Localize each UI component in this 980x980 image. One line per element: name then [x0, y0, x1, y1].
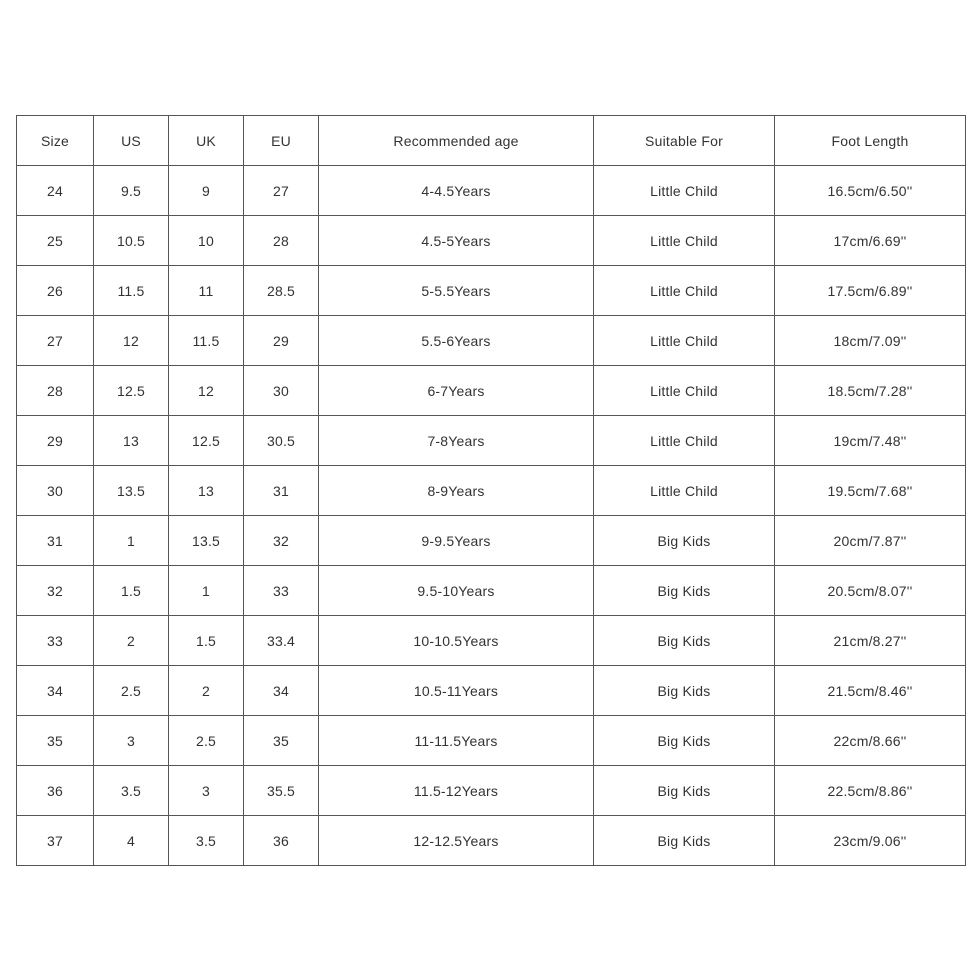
cell-recommended-age: 11-11.5Years [319, 716, 594, 766]
cell-us: 3 [94, 716, 169, 766]
cell-size: 34 [17, 666, 94, 716]
table-row [17, 516, 966, 566]
table-row [17, 666, 966, 716]
cell-uk: 13.5 [169, 516, 244, 566]
cell-foot-length: 20.5cm/8.07'' [775, 566, 966, 616]
table-row [17, 816, 966, 866]
cell-suitable-for: Big Kids [594, 816, 775, 866]
cell-uk: 12.5 [169, 416, 244, 466]
cell-foot-length: 19cm/7.48'' [775, 416, 966, 466]
size-chart-table [16, 115, 966, 866]
cell-us: 3.5 [94, 766, 169, 816]
cell-suitable-for: Little Child [594, 366, 775, 416]
cell-suitable-for: Big Kids [594, 766, 775, 816]
cell-foot-length: 19.5cm/7.68'' [775, 466, 966, 516]
cell-recommended-age: 7-8Years [319, 416, 594, 466]
cell-size: 24 [17, 166, 94, 216]
cell-size: 27 [17, 316, 94, 366]
cell-size: 26 [17, 266, 94, 316]
header-uk: UK [169, 116, 244, 166]
table-row [17, 216, 966, 266]
cell-foot-length: 18.5cm/7.28'' [775, 366, 966, 416]
cell-foot-length: 23cm/9.06'' [775, 816, 966, 866]
cell-foot-length: 22cm/8.66'' [775, 716, 966, 766]
header-us: US [94, 116, 169, 166]
cell-suitable-for: Big Kids [594, 566, 775, 616]
header-row [17, 116, 966, 166]
cell-suitable-for: Big Kids [594, 516, 775, 566]
cell-us: 2 [94, 616, 169, 666]
cell-recommended-age: 10-10.5Years [319, 616, 594, 666]
header-foot-length: Foot Length [775, 116, 966, 166]
cell-suitable-for: Big Kids [594, 616, 775, 666]
cell-uk: 3 [169, 766, 244, 816]
cell-uk: 11 [169, 266, 244, 316]
cell-uk: 1.5 [169, 616, 244, 666]
cell-size: 33 [17, 616, 94, 666]
cell-foot-length: 21cm/8.27'' [775, 616, 966, 666]
cell-us: 12.5 [94, 366, 169, 416]
table-row [17, 766, 966, 816]
table-row [17, 366, 966, 416]
cell-suitable-for: Little Child [594, 266, 775, 316]
cell-eu: 35.5 [244, 766, 319, 816]
header-eu: EU [244, 116, 319, 166]
cell-us: 1 [94, 516, 169, 566]
cell-us: 13.5 [94, 466, 169, 516]
cell-foot-length: 21.5cm/8.46'' [775, 666, 966, 716]
table-row [17, 316, 966, 366]
cell-recommended-age: 11.5-12Years [319, 766, 594, 816]
table-row [17, 566, 966, 616]
cell-uk: 11.5 [169, 316, 244, 366]
cell-suitable-for: Little Child [594, 466, 775, 516]
cell-us: 1.5 [94, 566, 169, 616]
table-row [17, 716, 966, 766]
cell-eu: 29 [244, 316, 319, 366]
cell-foot-length: 17.5cm/6.89'' [775, 266, 966, 316]
cell-us: 10.5 [94, 216, 169, 266]
cell-us: 12 [94, 316, 169, 366]
cell-suitable-for: Little Child [594, 166, 775, 216]
cell-eu: 28.5 [244, 266, 319, 316]
table-row [17, 416, 966, 466]
table-row [17, 166, 966, 216]
cell-size: 28 [17, 366, 94, 416]
cell-foot-length: 17cm/6.69'' [775, 216, 966, 266]
cell-us: 2.5 [94, 666, 169, 716]
cell-eu: 34 [244, 666, 319, 716]
cell-recommended-age: 10.5-11Years [319, 666, 594, 716]
cell-foot-length: 20cm/7.87'' [775, 516, 966, 566]
cell-uk: 10 [169, 216, 244, 266]
cell-eu: 30 [244, 366, 319, 416]
cell-uk: 12 [169, 366, 244, 416]
cell-us: 9.5 [94, 166, 169, 216]
table-row [17, 616, 966, 666]
cell-eu: 28 [244, 216, 319, 266]
cell-uk: 3.5 [169, 816, 244, 866]
cell-us: 11.5 [94, 266, 169, 316]
cell-suitable-for: Big Kids [594, 666, 775, 716]
cell-uk: 2.5 [169, 716, 244, 766]
cell-recommended-age: 5.5-6Years [319, 316, 594, 366]
cell-size: 25 [17, 216, 94, 266]
cell-suitable-for: Little Child [594, 316, 775, 366]
cell-eu: 27 [244, 166, 319, 216]
cell-us: 13 [94, 416, 169, 466]
cell-uk: 1 [169, 566, 244, 616]
header-suitable-for: Suitable For [594, 116, 775, 166]
cell-size: 36 [17, 766, 94, 816]
cell-foot-length: 16.5cm/6.50'' [775, 166, 966, 216]
cell-suitable-for: Little Child [594, 416, 775, 466]
cell-foot-length: 18cm/7.09'' [775, 316, 966, 366]
size-chart-body [17, 166, 966, 866]
cell-recommended-age: 12-12.5Years [319, 816, 594, 866]
cell-us: 4 [94, 816, 169, 866]
cell-foot-length: 22.5cm/8.86'' [775, 766, 966, 816]
cell-size: 32 [17, 566, 94, 616]
cell-eu: 36 [244, 816, 319, 866]
cell-suitable-for: Little Child [594, 216, 775, 266]
cell-recommended-age: 9.5-10Years [319, 566, 594, 616]
cell-uk: 9 [169, 166, 244, 216]
cell-recommended-age: 9-9.5Years [319, 516, 594, 566]
cell-recommended-age: 8-9Years [319, 466, 594, 516]
cell-eu: 32 [244, 516, 319, 566]
header-recommended-age: Recommended age [319, 116, 594, 166]
cell-size: 37 [17, 816, 94, 866]
cell-uk: 2 [169, 666, 244, 716]
cell-eu: 30.5 [244, 416, 319, 466]
header-size: Size [17, 116, 94, 166]
cell-size: 35 [17, 716, 94, 766]
cell-size: 30 [17, 466, 94, 516]
cell-size: 29 [17, 416, 94, 466]
cell-eu: 33.4 [244, 616, 319, 666]
cell-recommended-age: 4.5-5Years [319, 216, 594, 266]
cell-recommended-age: 5-5.5Years [319, 266, 594, 316]
cell-size: 31 [17, 516, 94, 566]
cell-eu: 35 [244, 716, 319, 766]
cell-suitable-for: Big Kids [594, 716, 775, 766]
cell-uk: 13 [169, 466, 244, 516]
cell-recommended-age: 6-7Years [319, 366, 594, 416]
table-row [17, 466, 966, 516]
size-chart-header [17, 116, 966, 166]
cell-eu: 31 [244, 466, 319, 516]
cell-recommended-age: 4-4.5Years [319, 166, 594, 216]
cell-eu: 33 [244, 566, 319, 616]
table-row [17, 266, 966, 316]
